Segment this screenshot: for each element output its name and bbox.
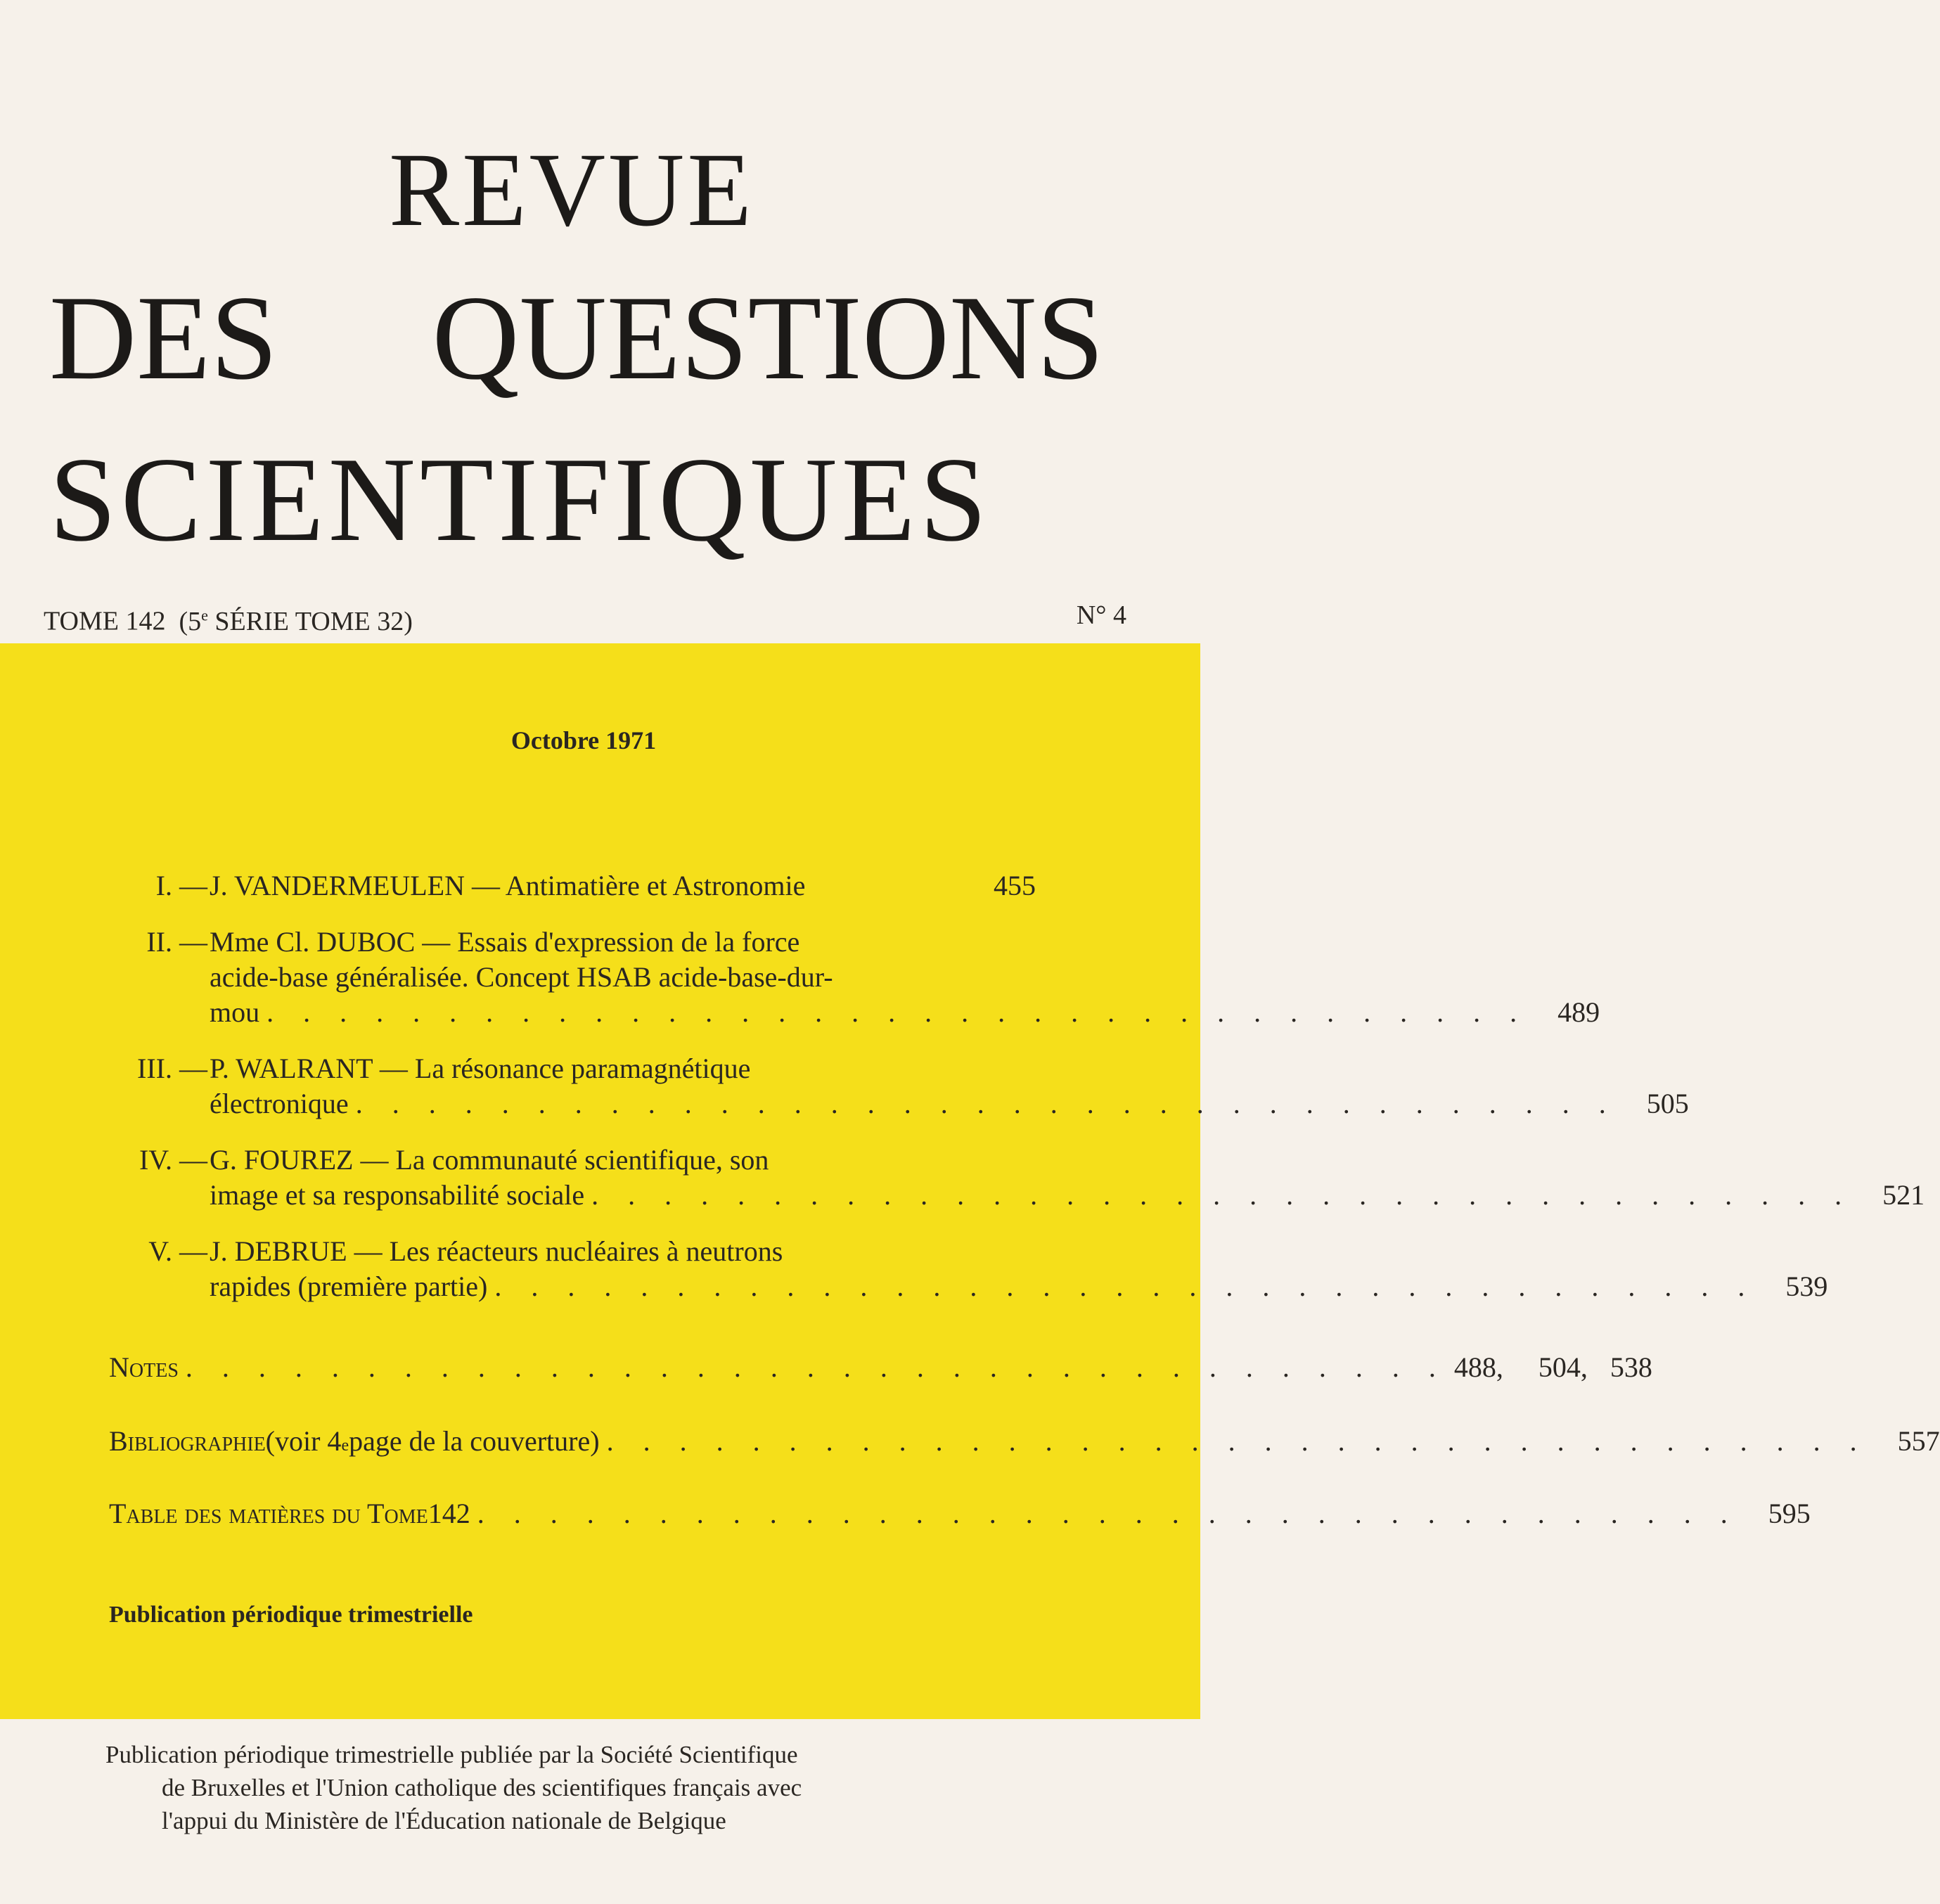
leader-dots: . . . . . . . . . . . . . . . . . . . . . . . . . . . . . . . . . . . xyxy=(266,996,1529,1028)
bibliographie-text-post: page de la couverture) xyxy=(349,1425,600,1457)
leader-dots: . . . . . . . . . . . . . . . . . . . . . . . . . . . . . . . . . . . xyxy=(355,1088,1617,1119)
toc-entry-number: V. — xyxy=(148,1235,207,1267)
bibliographie-label: Bibliographie xyxy=(109,1425,266,1457)
toc-entry-page: 455 xyxy=(994,870,1036,901)
leader-dots: . . . . . . . . . . . . . . . . . . . . . . . . . . . . . . . . . . . xyxy=(591,1179,1854,1211)
toc-entry xyxy=(105,1143,1925,1213)
notes-page: 488, xyxy=(1453,1351,1503,1383)
toc-entry-page: 489 xyxy=(1557,996,1600,1028)
toc-entry-title-cont: rapides (première partie) xyxy=(210,1271,488,1302)
serie-pre: (5 xyxy=(179,606,202,636)
leader-dots: . . . . . . . . . . . . . . . . . . . . . . . . . . . . . . . . . . . xyxy=(185,1351,1447,1383)
table-matieres-number: 142 xyxy=(428,1498,470,1529)
tome-number: TOME 142 xyxy=(44,606,166,636)
leader-dots: . . . . . . . . . . . . . . . . . . . . . . . . . . . . . . . . . . . xyxy=(477,1498,1739,1529)
bibliographie-text-pre: (voir 4 xyxy=(265,1425,342,1457)
title-word-questions: QUESTIONS xyxy=(432,271,1104,405)
toc-entry-title-cont: image et sa responsabilité sociale xyxy=(210,1179,585,1211)
toc-entry-title-cont: acide-base généralisée. Concept HSAB acide-base-dur- xyxy=(210,961,833,993)
bibliographie-line xyxy=(109,1424,1940,1463)
notes-page: 504, xyxy=(1538,1351,1588,1383)
toc-entry-number: III. — xyxy=(137,1053,207,1084)
serie-info xyxy=(172,607,413,636)
toc-entry-title-cont: électronique xyxy=(210,1088,349,1119)
tome-info xyxy=(44,598,413,639)
publisher-footer xyxy=(105,1738,1013,1837)
toc-entry xyxy=(105,1234,1828,1304)
table-matieres-label: Table des matières du Tome xyxy=(109,1498,428,1529)
toc-entry-page: 539 xyxy=(1785,1271,1828,1302)
notes-line xyxy=(109,1350,1652,1385)
footer-line: Publication périodique trimestrielle publiée par la Société Scientifique xyxy=(105,1741,798,1768)
title-word-des: DES xyxy=(49,271,278,405)
publication-note: Publication périodique trimestrielle xyxy=(109,1602,473,1628)
toc-entry xyxy=(105,925,1600,1030)
bibliographie-page: 557 xyxy=(1897,1425,1940,1457)
notes-page: 538 xyxy=(1610,1351,1652,1383)
leader-dots: . . . . . . . . . . . . . . . . . . . . . . . . . . . . . . . . . . . xyxy=(494,1271,1756,1302)
toc-entry-page: 505 xyxy=(1646,1088,1689,1119)
toc-entry-number: II. — xyxy=(146,926,207,958)
bibliographie-sup: e xyxy=(341,1436,349,1455)
toc-entry-title: G. FOUREZ — La communauté scientifique, son xyxy=(210,1144,769,1176)
serie-post: SÉRIE TOME 32) xyxy=(207,606,413,636)
toc-entry-page: 521 xyxy=(1882,1179,1925,1211)
title-revue: REVUE xyxy=(389,131,754,248)
notes-label: Notes xyxy=(109,1351,179,1383)
toc-entry-number: I. — xyxy=(155,870,207,901)
toc-entry-title: J. VANDERMEULEN — Antimatière et Astronomie xyxy=(210,870,806,901)
issue-month: Octobre 1971 xyxy=(510,726,657,754)
toc-entry-title: Mme Cl. DUBOC — Essais d'expression de la force xyxy=(210,926,800,958)
issue-number: N° 4 xyxy=(1076,600,1126,630)
leader-dots: . . . . . . . . . . . . . . . . . . . . . . . . . . . . . . . . . . . xyxy=(606,1425,1868,1457)
tome-line xyxy=(44,598,1126,639)
serie-sup: e xyxy=(201,606,208,624)
toc-entry-title-cont: mou xyxy=(210,996,260,1028)
title-des-questions xyxy=(49,271,1104,405)
title-scientifiques: SCIENTIFIQUES xyxy=(49,433,991,567)
toc-entry-title: P. WALRANT — La résonance paramagnétique xyxy=(210,1053,751,1084)
toc-entry-number: IV. — xyxy=(139,1144,207,1176)
footer-line: l'appui du Ministère de l'Éducation nationale de Belgique xyxy=(162,1807,726,1834)
table-of-contents xyxy=(105,868,1925,1325)
toc-entry-title: J. DEBRUE — Les réacteurs nucléaires à neutrons xyxy=(210,1235,783,1267)
table-matieres-page: 595 xyxy=(1768,1498,1811,1529)
table-matieres-line xyxy=(109,1496,1811,1531)
toc-entry xyxy=(105,1051,1689,1121)
footer-line: de Bruxelles et l'Union catholique des scientifiques français avec xyxy=(162,1774,802,1801)
toc-entry xyxy=(105,868,1036,903)
